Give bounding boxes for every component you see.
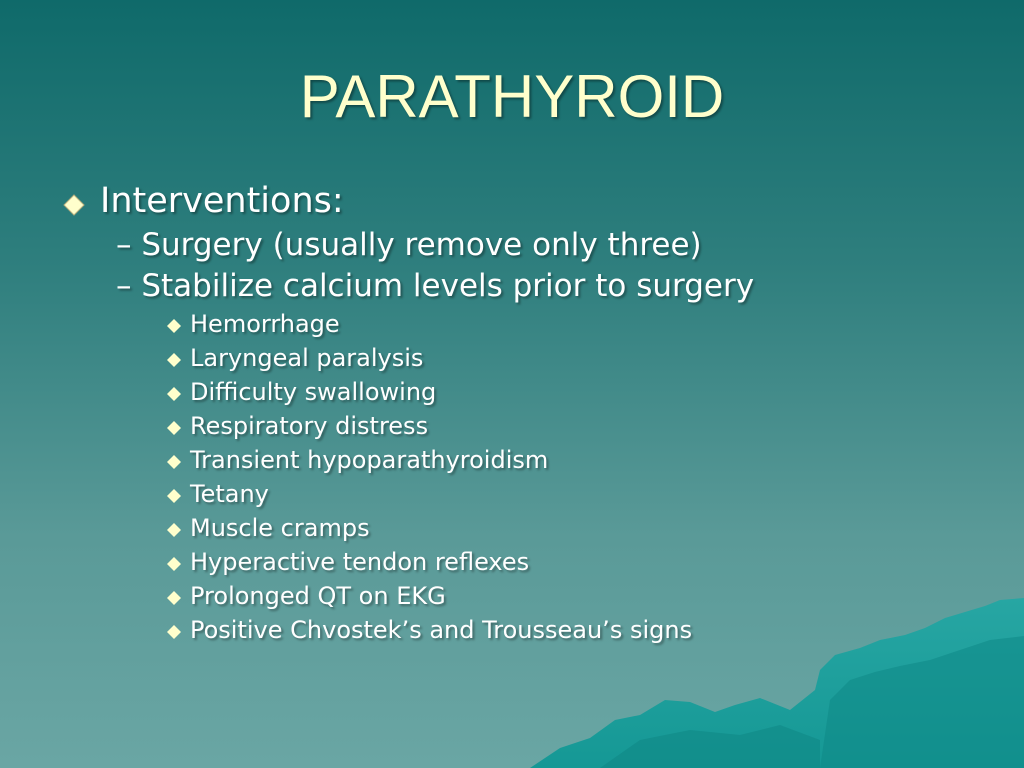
diamond-bullet-icon [166, 352, 182, 368]
list-item-label: Difficulty swallowing [190, 378, 437, 406]
diamond-bullet-icon [166, 590, 182, 606]
diamond-bullet-icon [166, 420, 182, 436]
diamond-bullet-icon [166, 556, 182, 572]
list-item-label: Respiratory distress [190, 412, 429, 440]
diamond-bullet-icon [166, 624, 182, 640]
page-title: PARATHYROID [299, 63, 725, 130]
diamond-bullet-icon [166, 386, 182, 402]
sub-list-item: – Surgery (usually remove only three) [116, 227, 702, 263]
list-item-label: Hemorrhage [190, 310, 340, 338]
diamond-bullet-icon [166, 522, 182, 538]
diamond-bullet-icon [166, 488, 182, 504]
list-item-label: Interventions: [100, 181, 344, 221]
list-item-label: Tetany [190, 480, 269, 508]
diamond-bullet-icon [166, 454, 182, 470]
diamond-bullet-icon [166, 318, 182, 334]
diamond-bullet-icon [62, 193, 86, 217]
list-item-label: Muscle cramps [190, 514, 370, 542]
list-item-label: Laryngeal paralysis [190, 344, 424, 372]
sub-list-item: – Stabilize calcium levels prior to surgery [116, 268, 755, 304]
list-item-label: Positive Chvostek’s and Trousseau’s signs [190, 616, 693, 644]
list-item-label: Hyperactive tendon reflexes [190, 548, 530, 576]
list-item-label: Prolonged QT on EKG [190, 582, 446, 610]
list-item-label: Transient hypoparathyroidism [190, 446, 549, 474]
